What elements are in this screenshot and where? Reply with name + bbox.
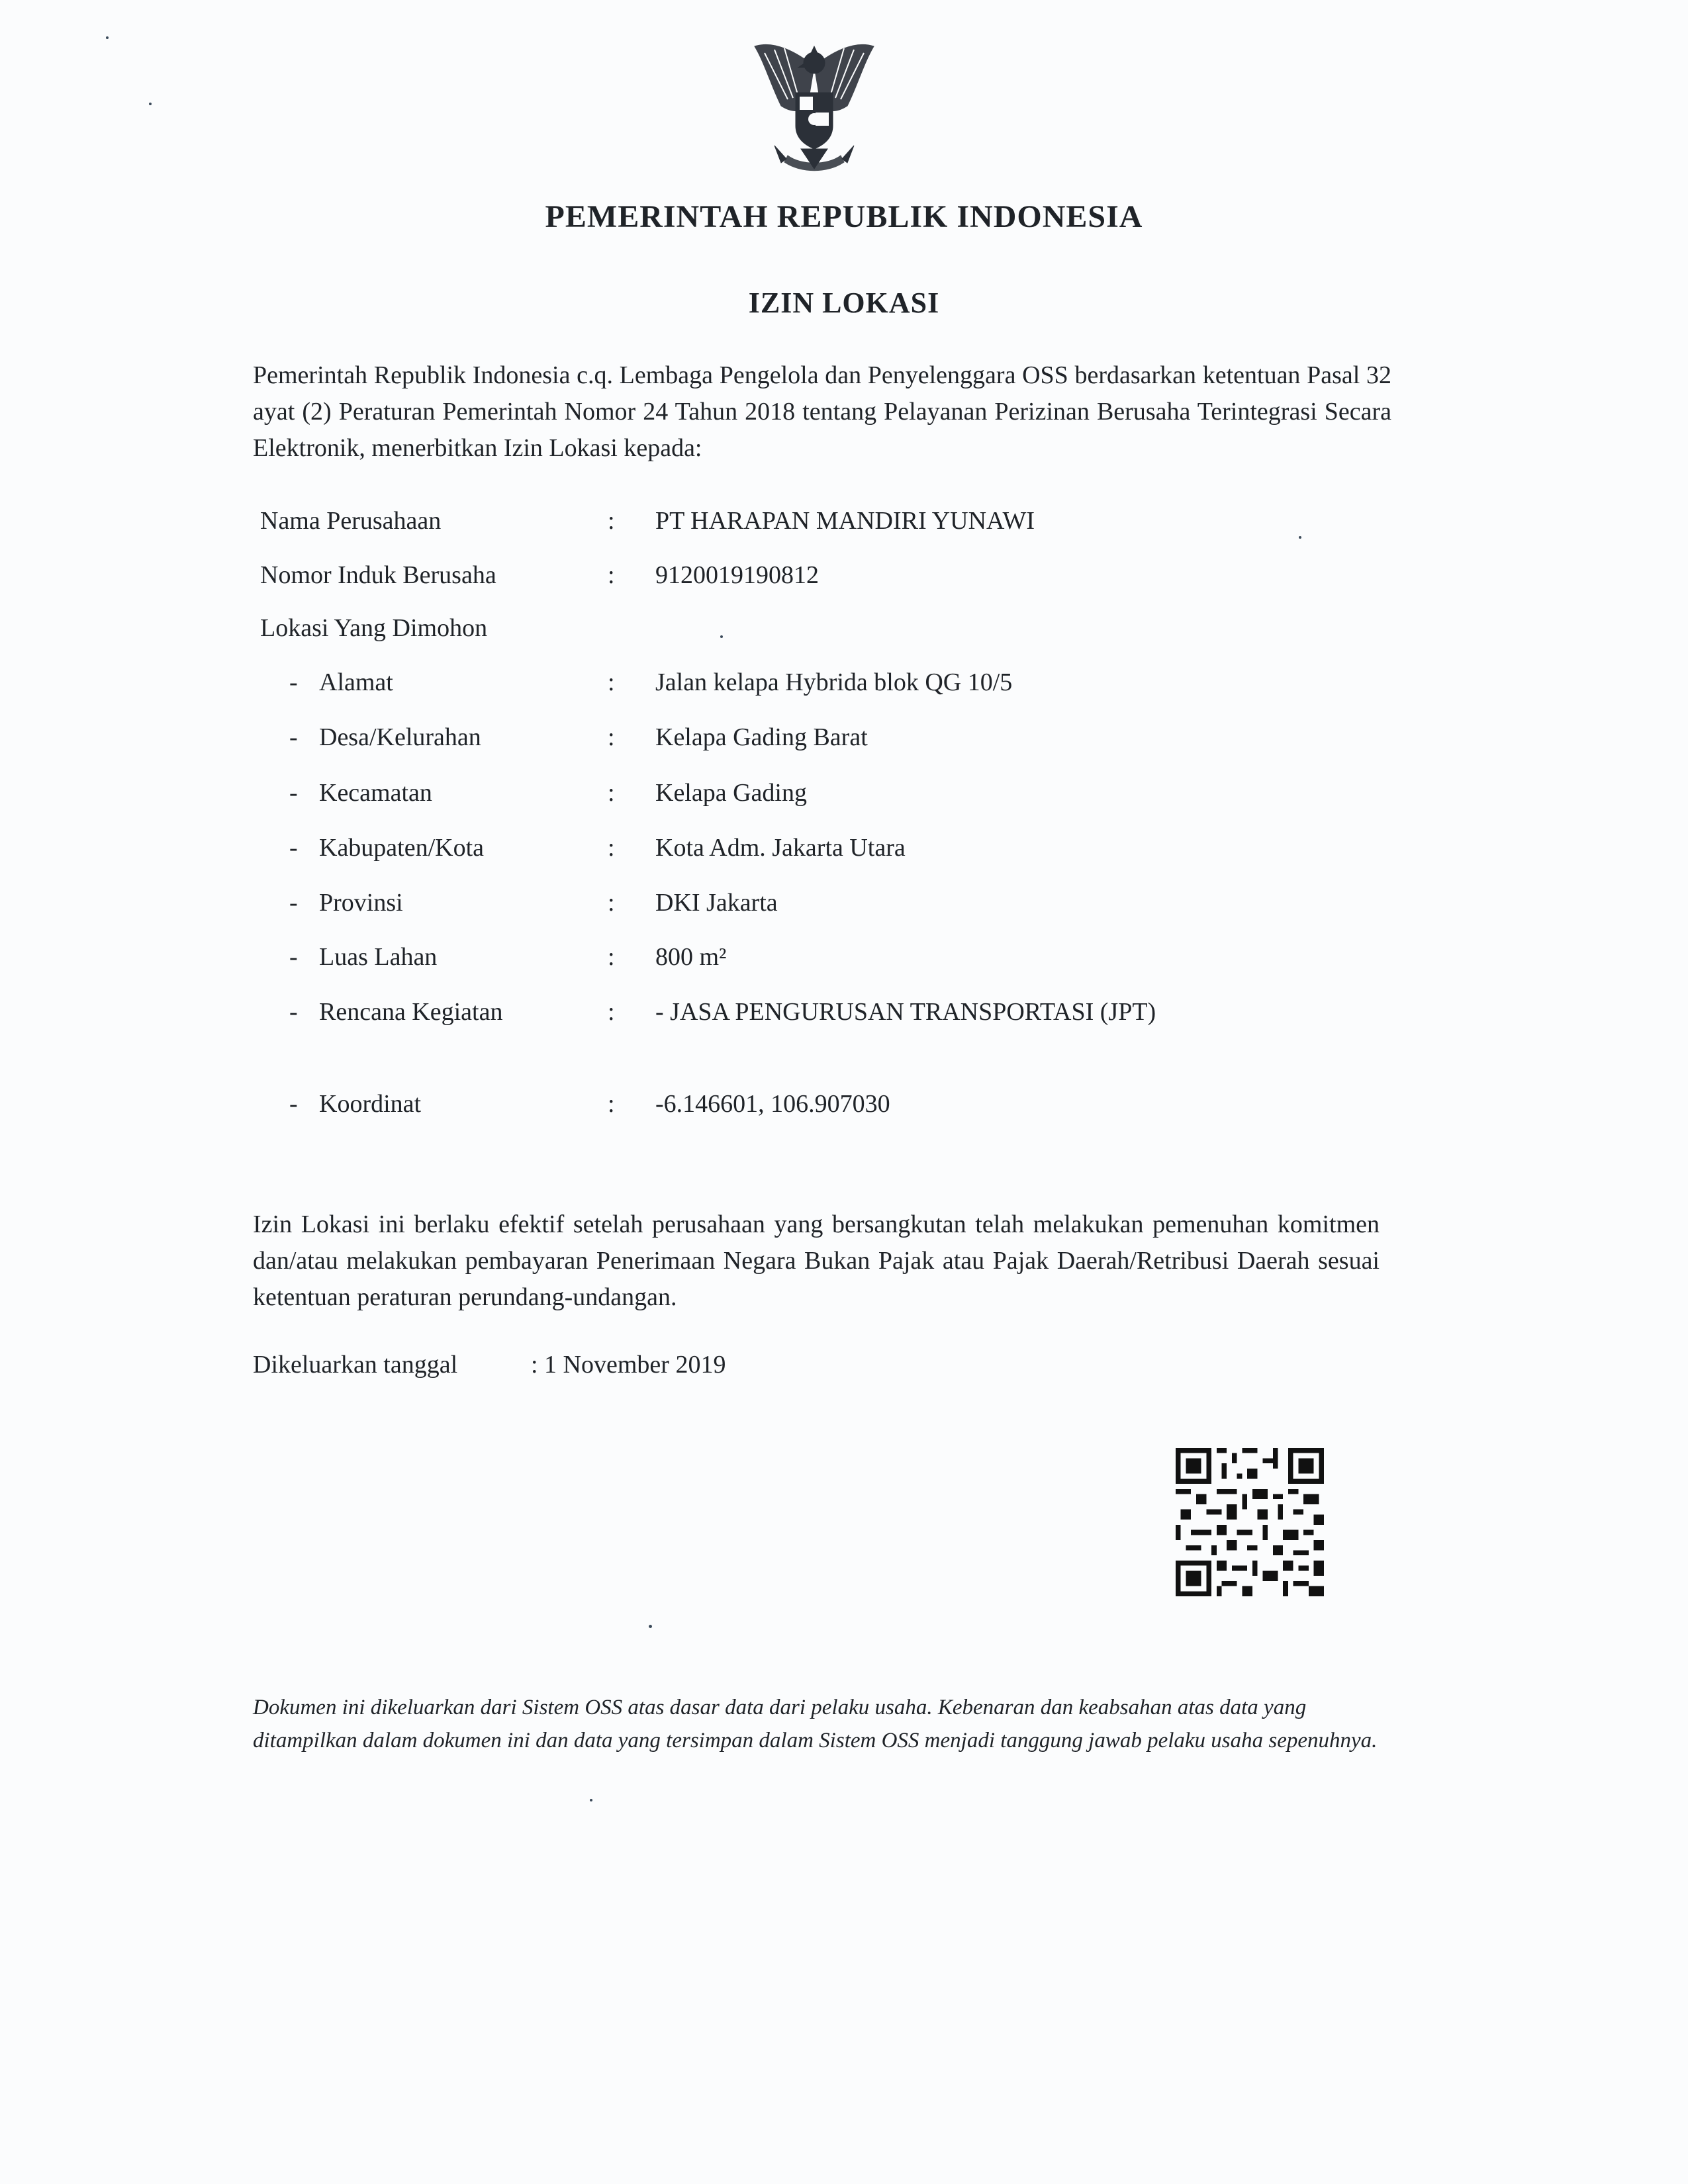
- nib-value: 9120019190812: [655, 561, 819, 589]
- item-value: - JASA PENGURUSAN TRANSPORTASI (JPT): [655, 998, 1156, 1026]
- bullet-dash: -: [289, 723, 298, 751]
- scan-speck: [590, 1799, 592, 1801]
- colon: :: [608, 507, 615, 535]
- issued-value: : 1 November 2019: [531, 1351, 726, 1379]
- bullet-dash: -: [289, 889, 298, 917]
- issued-label: Dikeluarkan tanggal: [253, 1351, 458, 1379]
- intro-paragraph: Pemerintah Republik Indonesia c.q. Lembaga Pengelola dan Penyelenggara OSS berdasarkan ketentuan Pasal 32 ayat (2) Peraturan Pemerintah Nomor 24 Tahun 2018 tentang Pelayanan Perizinan Berusaha Terintegrasi Secara Elektronik, menerbitkan Izin Lokasi kepada:: [253, 361, 1391, 462]
- scan-speck: [720, 635, 723, 638]
- item-value: Kelapa Gading Barat: [655, 723, 868, 751]
- government-heading: PEMERINTAH REPUBLIK INDONESIA: [545, 199, 1143, 234]
- location-label: Lokasi Yang Dimohon: [260, 614, 488, 642]
- colon: :: [608, 889, 615, 917]
- colon: :: [608, 723, 615, 751]
- nib-label: Nomor Induk Berusaha: [260, 561, 496, 589]
- item-value: Kelapa Gading: [655, 779, 807, 807]
- item-label: Provinsi: [319, 889, 403, 917]
- colon: :: [608, 943, 615, 971]
- item-label: Kabupaten/Kota: [319, 834, 485, 862]
- qr-code-icon: [1176, 1448, 1324, 1596]
- colon: :: [608, 561, 615, 589]
- item-value: Kota Adm. Jakarta Utara: [655, 834, 906, 862]
- validity-paragraph: Izin Lokasi ini berlaku efektif setelah perusahaan yang bersangkutan telah melakukan pemenuhan komitmen dan/atau melakukan pembayaran Penerimaan Negara Bukan Pajak atau Pajak Daerah/Retribusi Daerah sesuai ketentuan peraturan perundang-undangan.: [253, 1210, 1380, 1311]
- scan-speck: [106, 36, 109, 39]
- bullet-dash: -: [289, 998, 298, 1026]
- bullet-dash: -: [289, 834, 298, 862]
- item-value: Jalan kelapa Hybrida blok QG 10/5: [655, 668, 1013, 696]
- colon: :: [608, 779, 615, 807]
- bullet-dash: -: [289, 779, 298, 807]
- garuda-emblem-icon: [735, 26, 894, 185]
- scan-speck: [1299, 536, 1301, 539]
- company-value: PT HARAPAN MANDIRI YUNAWI: [655, 507, 1035, 535]
- colon: :: [608, 668, 615, 696]
- item-value: 800 m²: [655, 943, 727, 971]
- disclaimer-text: Dokumen ini dikeluarkan dari Sistem OSS atas dasar data dari pelaku usaha. Kebenaran dan keabsahan atas data yang ditampilkan dalam dokumen ini dan data yang tersimpan dalam Sistem OSS menjadi tanggung jawab pelaku usaha sepenuhnya.: [253, 1696, 1378, 1752]
- scan-speck: [149, 103, 152, 105]
- colon: :: [608, 834, 615, 862]
- item-value: -6.146601, 106.907030: [655, 1090, 890, 1118]
- colon: :: [608, 998, 615, 1026]
- item-value: DKI Jakarta: [655, 889, 778, 917]
- item-label: Desa/Kelurahan: [319, 723, 481, 751]
- bullet-dash: -: [289, 1090, 298, 1118]
- bullet-dash: -: [289, 943, 298, 971]
- item-label: Alamat: [319, 668, 393, 696]
- item-label: Rencana Kegiatan: [319, 998, 503, 1026]
- colon: :: [608, 1090, 615, 1118]
- company-label: Nama Perusahaan: [260, 507, 442, 535]
- document-title: IZIN LOKASI: [748, 287, 940, 319]
- bullet-dash: -: [289, 668, 298, 696]
- scan-speck: [649, 1625, 652, 1628]
- item-label: Luas Lahan: [319, 943, 438, 971]
- item-label: Koordinat: [319, 1090, 422, 1118]
- item-label: Kecamatan: [319, 779, 432, 807]
- issued-date: [253, 1350, 726, 1379]
